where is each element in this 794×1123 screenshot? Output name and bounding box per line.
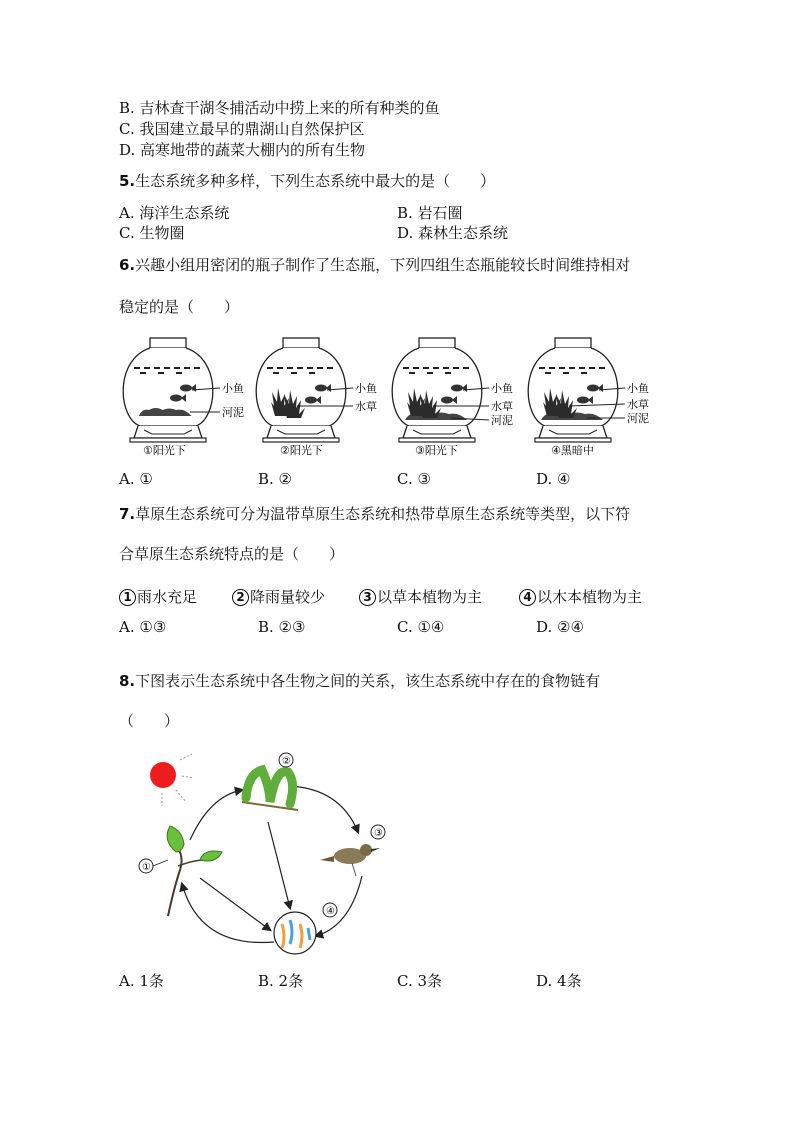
q4-option-c: C. 我国建立最早的鼎湖山自然保护区	[119, 120, 365, 138]
q8-food-web-figure	[130, 748, 400, 958]
q7-statement-3	[359, 586, 482, 607]
bottle1-caption: ①阳光下	[143, 444, 186, 457]
q7-option-b: B. ②③	[258, 618, 306, 636]
node-3-label: ③	[374, 828, 383, 839]
q8-stem-line1	[119, 670, 600, 691]
q7-stem-line1	[119, 503, 630, 524]
q5-number: 5.	[119, 172, 136, 190]
bottle4-label-grass: 水草	[627, 398, 649, 411]
q5-stem	[119, 170, 495, 191]
q6-option-a: A. ①	[119, 470, 153, 488]
q7-mark-4: 4	[519, 589, 536, 606]
q7-option-c: C. ①④	[397, 618, 445, 636]
bottle4-caption: ④黑暗中	[551, 444, 594, 457]
ecobottle-3	[392, 338, 489, 442]
plant-icon	[167, 826, 222, 916]
bottle1-label-fish: 小鱼	[222, 382, 244, 395]
q6-option-b: B. ②	[258, 470, 293, 488]
q6-text: 兴趣小组用密闭的瓶子制作了生态瓶，下列四组生态瓶能较长时间维持相对	[135, 256, 631, 274]
q5-option-b: B. 岩石圈	[397, 204, 463, 222]
bottle3-label-grass: 水草	[491, 400, 513, 413]
q7-statement-2	[232, 586, 325, 607]
q7-stem-line2: 合草原生态系统特点的是（ ）	[119, 545, 345, 563]
q8-option-b: B. 2条	[258, 972, 304, 990]
bottle4-label-fish: 小鱼	[627, 382, 649, 395]
bottle3-label-fish: 小鱼	[491, 382, 513, 395]
ecobottle-4	[528, 338, 625, 442]
bottle1-label-mud: 河泥	[222, 406, 244, 419]
node-1-label: ①	[142, 862, 151, 873]
bottle3-caption: ③阳光下	[415, 444, 458, 457]
q7-number: 7.	[119, 505, 136, 523]
q7-statement-3-text: 以草本植物为主	[377, 588, 483, 606]
bottle2-caption: ②阳光下	[280, 444, 323, 457]
q7-mark-2: 2	[232, 589, 249, 606]
q8-option-c: C. 3条	[397, 972, 443, 990]
ecobottle-2	[256, 338, 353, 442]
caterpillar-icon	[242, 770, 298, 810]
decomposer-icon	[274, 912, 316, 954]
q6-option-c: C. ③	[397, 470, 431, 488]
q7-statement-2-text: 降雨量较少	[250, 588, 326, 606]
q5-option-a: A. 海洋生态系统	[119, 204, 230, 222]
q7-statement-1	[119, 586, 197, 607]
node-2-label: ②	[282, 756, 291, 767]
bottle2-label-fish: 小鱼	[355, 382, 377, 395]
q6-stem-line1	[119, 254, 630, 275]
q7-statement-4	[519, 586, 642, 607]
q5-text: 生态系统多种多样，下列生态系统中最大的是（ ）	[135, 172, 496, 190]
bottle2-label-grass: 水草	[355, 400, 377, 413]
q8-stem-line2: （ ）	[119, 712, 180, 730]
q7-statement-1-text: 雨水充足	[137, 588, 198, 606]
q4-option-b: B. 吉林查干湖冬捕活动中捞上来的所有种类的鱼	[119, 99, 440, 117]
q7-statement-4-text: 以木本植物为主	[537, 588, 643, 606]
q5-option-c: C. 生物圈	[119, 224, 185, 242]
q8-text: 下图表示生态系统中各生物之间的关系，该生态系统中存在的食物链有	[135, 672, 601, 690]
q8-option-a: A. 1条	[119, 972, 164, 990]
q7-text: 草原生态系统可分为温带草原生态系统和热带草原生态系统等类型，以下符	[135, 505, 631, 523]
q7-option-d: D. ②④	[536, 618, 584, 636]
q7-option-a: A. ①③	[119, 618, 167, 636]
q7-mark-1: 1	[119, 589, 136, 606]
bottle3-label-mud: 河泥	[491, 414, 513, 427]
bottle4-label-mud: 河泥	[627, 412, 649, 425]
ecobottle-1	[123, 338, 220, 442]
q7-mark-3: 3	[359, 589, 376, 606]
sun-icon	[150, 754, 194, 806]
q6-option-d: D. ④	[536, 470, 571, 488]
q8-option-d: D. 4条	[536, 972, 582, 990]
node-4-label: ④	[326, 906, 335, 917]
q4-option-d: D. 高寒地带的蔬菜大棚内的所有生物	[119, 141, 366, 159]
q8-number: 8.	[119, 672, 136, 690]
q5-option-d: D. 森林生态系统	[397, 224, 509, 242]
bird-icon	[320, 844, 380, 876]
q6-stem-line2: 稳定的是（ ）	[119, 298, 240, 316]
q6-number: 6.	[119, 256, 136, 274]
q6-ecobottle-figure	[115, 330, 675, 460]
